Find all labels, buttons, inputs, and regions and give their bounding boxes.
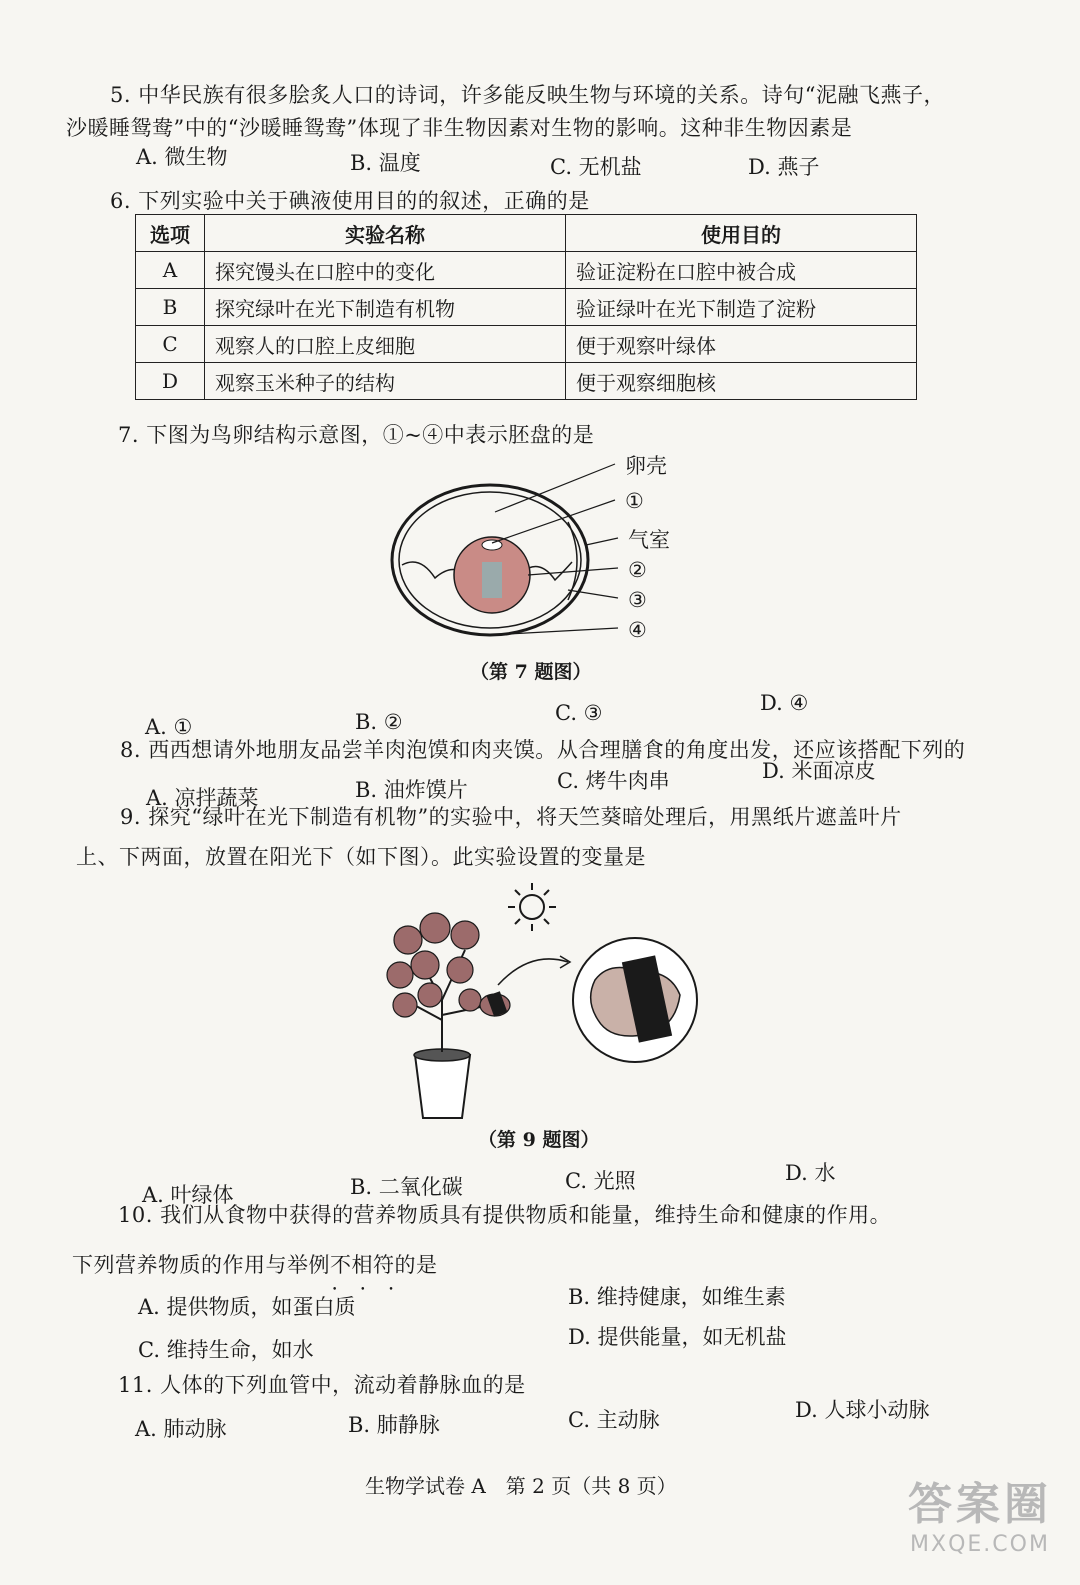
q10-option-b: B. 维持健康，如维生素	[568, 1285, 786, 1309]
table-cell: 观察玉米种子的结构	[205, 363, 566, 400]
q10-option-c: C. 维持生命，如水	[138, 1338, 314, 1362]
q10-emphasis-text: 不相符 • • •	[330, 1253, 395, 1277]
leader-line	[528, 568, 618, 575]
q11-option-d: D. 人球小动脉	[795, 1398, 930, 1422]
q9-option-b: B. 二氧化碳	[350, 1175, 463, 1199]
q7-figure-caption: （第 7 题图）	[470, 661, 592, 683]
q9-stem-line2: 上、下两面，放置在阳光下（如下图）。此实验设置的变量是	[76, 845, 646, 869]
q8-option-b: B. 油炸馍片	[355, 778, 468, 802]
table-cell: A	[136, 252, 205, 289]
q8-stem: 8. 西西想请外地朋友品尝羊肉泡馍和肉夹馍。从合理膳食的角度出发，还应该搭配下列的	[120, 738, 966, 762]
q9-option-a: A. 叶绿体	[142, 1183, 234, 1207]
q5-stem-line1: 5. 中华民族有很多脍炙人口的诗词，许多能反映生物与环境的关系。诗句“泥融飞燕子，	[110, 83, 945, 107]
egg-label-shell: 卵壳	[625, 454, 667, 478]
geranium-experiment-diagram	[380, 880, 700, 1125]
table-cell: D	[136, 363, 205, 400]
q10-stem-line2	[72, 1250, 438, 1280]
q11-option-b: B. 肺静脉	[348, 1413, 440, 1437]
arrow-head-icon	[560, 956, 570, 968]
q9-stem-line1: 9. 探究“绿叶在光下制造有机物”的实验中，将天竺葵暗处理后，用黑纸片遮盖叶片	[120, 805, 902, 829]
table-header: 实验名称	[205, 215, 566, 252]
q9-option-c: C. 光照	[565, 1169, 636, 1193]
table-cell: 验证淀粉在口腔中被合成	[566, 252, 917, 289]
q10-option-d: D. 提供能量，如无机盐	[568, 1325, 787, 1349]
egg-label-4: ④	[628, 618, 647, 642]
q10-stem-post: 的是	[394, 1253, 438, 1277]
page-footer: 生物学试卷 A 第 2 页（共 8 页）	[365, 1474, 677, 1498]
q7-option-b: B. ②	[355, 710, 403, 734]
table-cell: 便于观察叶绿体	[566, 326, 917, 363]
q5-option-b: B. 温度	[350, 151, 421, 175]
q5-option-c: C. 无机盐	[550, 155, 642, 179]
arrow-icon	[498, 959, 568, 985]
table-cell: 观察人的口腔上皮细胞	[205, 326, 566, 363]
table-row	[136, 326, 917, 363]
q7-stem: 7. 下图为鸟卵结构示意图，①~④中表示胚盘的是	[118, 423, 595, 447]
yolk-center-shape	[482, 562, 502, 598]
q9-figure-caption: （第 9 题图）	[478, 1129, 600, 1151]
flower-pot-shape	[415, 1055, 470, 1118]
q11-option-a: A. 肺动脉	[135, 1417, 227, 1441]
q8-option-d: D. 米面凉皮	[762, 759, 876, 783]
site-watermark	[908, 1468, 1052, 1557]
air-chamber-shape	[568, 522, 577, 600]
table-cell: 便于观察细胞核	[566, 363, 917, 400]
geranium-leaves	[387, 913, 481, 1017]
watermark-top-text: 答案圈	[908, 1479, 1052, 1530]
q10-option-a: A. 提供物质，如蛋白质	[138, 1295, 356, 1319]
watermark-bottom-text: MXQE.COM	[910, 1532, 1050, 1557]
egg-label-3: ③	[628, 588, 647, 612]
chalaza-left-shape	[402, 562, 462, 578]
table-header-row	[136, 215, 917, 252]
q7-option-a: A. ①	[145, 715, 193, 739]
table-cell: 验证绿叶在光下制造了淀粉	[566, 289, 917, 326]
q10-stem-line1: 10. 我们从食物中获得的营养物质具有提供物质和能量，维持生命和健康的作用。	[118, 1203, 892, 1227]
q7-option-d: D. ④	[760, 691, 809, 715]
q11-stem: 11. 人体的下列血管中，流动着静脉血的是	[118, 1373, 526, 1397]
egg-label-air-chamber: 气室	[628, 528, 670, 552]
q8-option-a: A. 凉拌蔬菜	[146, 786, 259, 810]
egg-label-2: ②	[628, 558, 647, 582]
table-row	[136, 363, 917, 400]
q8-option-c: C. 烤牛肉串	[557, 769, 670, 793]
q5-option-a: A. 微生物	[136, 145, 228, 169]
table-header: 选项	[136, 215, 205, 252]
table-cell: C	[136, 326, 205, 363]
leader-line	[586, 538, 618, 545]
table-cell: B	[136, 289, 205, 326]
leader-line	[490, 628, 618, 635]
q10-stem-pre: 下列营养物质的作用与举例	[72, 1253, 330, 1277]
q5-stem-line2: 沙暖睡鸳鸯”中的“沙暖睡鸳鸯”体现了非生物因素对生物的影响。这种非生物因素是	[66, 116, 853, 140]
q7-option-c: C. ③	[555, 701, 603, 725]
q6-table	[135, 214, 917, 400]
table-cell: 探究馒头在口腔中的变化	[205, 252, 566, 289]
table-header: 使用目的	[566, 215, 917, 252]
sun-icon	[508, 883, 556, 931]
germinal-disc-shape	[482, 540, 502, 550]
egg-label-1: ①	[625, 489, 644, 513]
table-cell: 探究绿叶在光下制造有机物	[205, 289, 566, 326]
q11-option-c: C. 主动脉	[568, 1408, 660, 1432]
table-row	[136, 252, 917, 289]
q6-stem: 6. 下列实验中关于碘液使用目的的叙述，正确的是	[110, 189, 590, 213]
q5-option-d: D. 燕子	[748, 155, 820, 179]
q9-option-d: D. 水	[785, 1161, 836, 1185]
table-row	[136, 289, 917, 326]
